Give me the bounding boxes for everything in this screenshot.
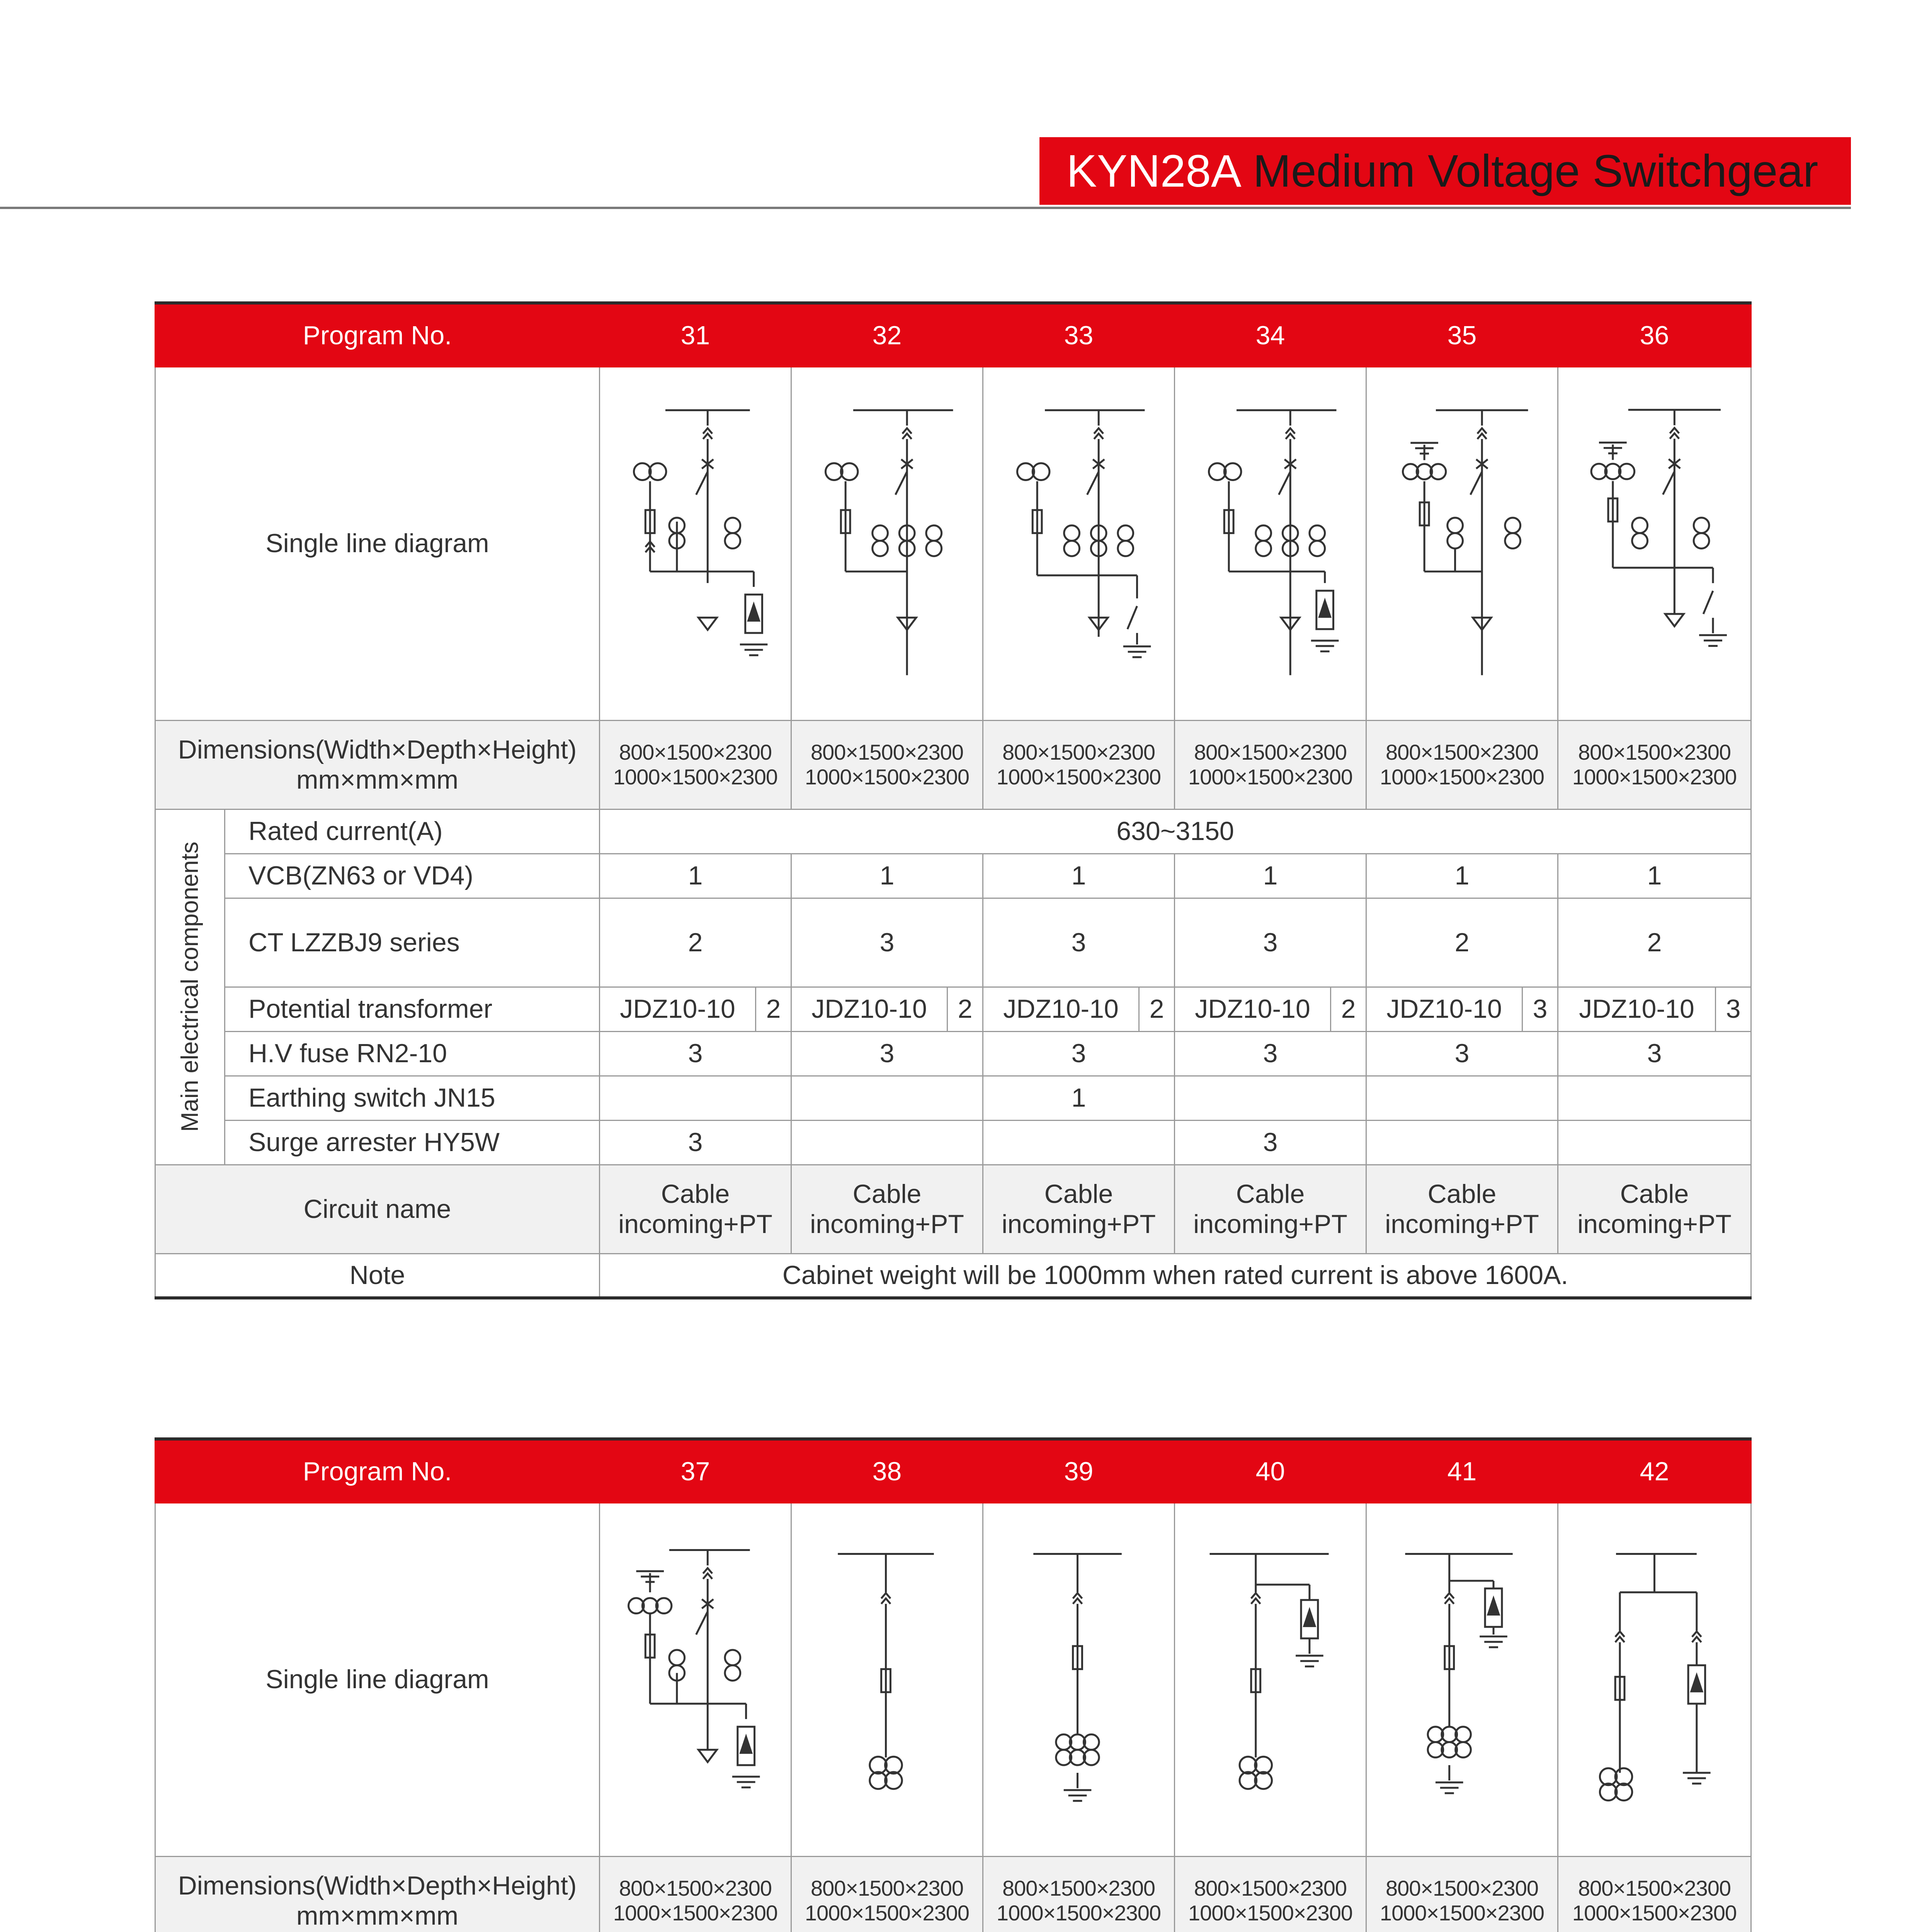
pt-cell <box>1366 987 1558 1031</box>
pt-cell <box>791 987 983 1031</box>
dimensions-value: 800×1500×2300 1000×1500×2300 <box>1366 1856 1558 1932</box>
dimensions-value: 800×1500×2300 1000×1500×2300 <box>600 1856 791 1932</box>
ct-value: 3 <box>983 898 1175 987</box>
spec-table-2 <box>155 1437 1752 1932</box>
rated-current-label: Rated current(A) <box>225 809 600 854</box>
pt-row <box>155 987 1751 1031</box>
dimensions-row <box>155 1856 1751 1932</box>
fuse-value: 3 <box>1366 1031 1558 1076</box>
fuse-value: 3 <box>1558 1031 1751 1076</box>
dimensions-value: 800×1500×2300 1000×1500×2300 <box>1175 720 1366 809</box>
earthing-value <box>791 1076 983 1120</box>
program-number: 36 <box>1558 303 1751 367</box>
dimensions-value: 800×1500×2300 1000×1500×2300 <box>600 720 791 809</box>
earthing-value <box>1558 1076 1751 1120</box>
header-brand: KYN28A <box>1067 145 1242 197</box>
earthing-value <box>1175 1076 1366 1120</box>
note-row <box>155 1253 1751 1298</box>
pt-model: JDZ10-10 <box>811 994 927 1024</box>
earthing-label: Earthing switch JN15 <box>225 1076 600 1120</box>
pt-quantity: 2 <box>1330 988 1366 1031</box>
program-number: 39 <box>983 1439 1175 1503</box>
single-line-diagram <box>1175 367 1366 720</box>
pt-label: Potential transformer <box>225 987 600 1031</box>
arrester-label: Surge arrester HY5W <box>225 1120 600 1165</box>
ct-value: 3 <box>1175 898 1366 987</box>
program-no-label: Program No. <box>155 303 600 367</box>
fuse-row <box>155 1031 1751 1076</box>
circuit-name-value: Cable incoming+PT <box>600 1165 791 1253</box>
vcb-value: 1 <box>1175 854 1366 898</box>
arrester-value <box>1558 1120 1751 1165</box>
earthing-value <box>600 1076 791 1120</box>
pt-cell <box>1175 987 1366 1031</box>
ct-value: 2 <box>600 898 791 987</box>
single-line-label: Single line diagram <box>155 367 600 720</box>
pt-cell <box>600 987 791 1031</box>
dimensions-row <box>155 720 1751 809</box>
ct-value: 2 <box>1366 898 1558 987</box>
dimensions-value: 800×1500×2300 1000×1500×2300 <box>1558 720 1751 809</box>
arrester-value <box>791 1120 983 1165</box>
rated-current-value: 630~3150 <box>600 809 1751 854</box>
single-line-diagram <box>791 367 983 720</box>
single-line-diagram <box>983 367 1175 720</box>
circuit-name-value: Cable incoming+PT <box>791 1165 983 1253</box>
program-number: 34 <box>1175 303 1366 367</box>
single-line-diagram-row <box>155 367 1751 720</box>
program-number: 40 <box>1175 1439 1366 1503</box>
pt-quantity: 2 <box>947 988 982 1031</box>
dimensions-label: Dimensions(Width×Depth×Height) mm×mm×mm <box>155 720 600 809</box>
dimensions-value: 800×1500×2300 1000×1500×2300 <box>1558 1856 1751 1932</box>
program-number: 37 <box>600 1439 791 1503</box>
program-header-row <box>155 1439 1751 1503</box>
earthing-value <box>1366 1076 1558 1120</box>
earthing-value: 1 <box>983 1076 1175 1120</box>
single-line-diagram <box>1366 367 1558 720</box>
circuit-name-value: Cable incoming+PT <box>983 1165 1175 1253</box>
circuit-name-row <box>155 1165 1751 1253</box>
arrester-value <box>1366 1120 1558 1165</box>
dimensions-label: Dimensions(Width×Depth×Height) mm×mm×mm <box>155 1856 600 1932</box>
program-number: 38 <box>791 1439 983 1503</box>
circuit-name-label: Circuit name <box>155 1165 600 1253</box>
circuit-name-value: Cable incoming+PT <box>1558 1165 1751 1253</box>
pt-cell <box>1558 987 1751 1031</box>
vcb-value: 1 <box>1366 854 1558 898</box>
fuse-value: 3 <box>983 1031 1175 1076</box>
single-line-diagram <box>600 1503 791 1856</box>
circuit-name-value: Cable incoming+PT <box>1175 1165 1366 1253</box>
earthing-row <box>155 1076 1751 1120</box>
main-components-side <box>155 809 225 1165</box>
arrester-value <box>983 1120 1175 1165</box>
pt-quantity: 2 <box>1138 988 1174 1031</box>
dimensions-value: 800×1500×2300 1000×1500×2300 <box>791 1856 983 1932</box>
vcb-label: VCB(ZN63 or VD4) <box>225 854 600 898</box>
circuit-name-value: Cable incoming+PT <box>1366 1165 1558 1253</box>
single-line-label: Single line diagram <box>155 1503 600 1856</box>
dimensions-value: 800×1500×2300 1000×1500×2300 <box>983 1856 1175 1932</box>
dimensions-value: 800×1500×2300 1000×1500×2300 <box>1366 720 1558 809</box>
single-line-diagram <box>791 1503 983 1856</box>
single-line-diagram <box>983 1503 1175 1856</box>
pt-quantity: 3 <box>1715 988 1750 1031</box>
header-title-band <box>1039 137 1851 205</box>
vcb-value: 1 <box>1558 854 1751 898</box>
note-label: Note <box>155 1253 600 1298</box>
note-text: Cabinet weight will be 1000mm when rated current is above 1600A. <box>600 1253 1751 1298</box>
spec-table-1 <box>155 301 1752 1299</box>
vcb-value: 1 <box>600 854 791 898</box>
single-line-diagram <box>1366 1503 1558 1856</box>
single-line-diagram <box>1558 367 1751 720</box>
program-no-label: Program No. <box>155 1439 600 1503</box>
program-number: 32 <box>791 303 983 367</box>
rated-current-row <box>155 809 1751 854</box>
pt-model: JDZ10-10 <box>1386 994 1502 1024</box>
pt-cell <box>983 987 1175 1031</box>
ct-label: CT LZZBJ9 series <box>225 898 600 987</box>
program-number: 41 <box>1366 1439 1558 1503</box>
pt-model: JDZ10-10 <box>620 994 735 1024</box>
dimensions-value: 800×1500×2300 1000×1500×2300 <box>1175 1856 1366 1932</box>
program-number: 35 <box>1366 303 1558 367</box>
dimensions-value: 800×1500×2300 1000×1500×2300 <box>983 720 1175 809</box>
vcb-value: 1 <box>791 854 983 898</box>
program-number: 31 <box>600 303 791 367</box>
program-header-row <box>155 303 1751 367</box>
header-subtitle: Medium Voltage Switchgear <box>1253 145 1818 197</box>
single-line-diagram <box>600 367 791 720</box>
ct-value: 3 <box>791 898 983 987</box>
fuse-value: 3 <box>600 1031 791 1076</box>
single-line-diagram-row <box>155 1503 1751 1856</box>
dimensions-value: 800×1500×2300 1000×1500×2300 <box>791 720 983 809</box>
arrester-value: 3 <box>1175 1120 1366 1165</box>
pt-quantity: 3 <box>1522 988 1557 1031</box>
program-number: 33 <box>983 303 1175 367</box>
single-line-diagram <box>1175 1503 1366 1856</box>
pt-model: JDZ10-10 <box>1003 994 1119 1024</box>
vcb-value: 1 <box>983 854 1175 898</box>
fuse-value: 3 <box>791 1031 983 1076</box>
ct-row <box>155 898 1751 987</box>
pt-quantity: 2 <box>755 988 791 1031</box>
fuse-label: H.V fuse RN2-10 <box>225 1031 600 1076</box>
ct-value: 2 <box>1558 898 1751 987</box>
pt-model: JDZ10-10 <box>1195 994 1310 1024</box>
pt-model: JDZ10-10 <box>1579 994 1694 1024</box>
arrester-value: 3 <box>600 1120 791 1165</box>
fuse-value: 3 <box>1175 1031 1366 1076</box>
main-components-label: Main electrical components <box>176 842 203 1132</box>
arrester-row <box>155 1120 1751 1165</box>
program-number: 42 <box>1558 1439 1751 1503</box>
header-rule <box>0 207 1851 209</box>
vcb-row <box>155 854 1751 898</box>
single-line-diagram <box>1558 1503 1751 1856</box>
